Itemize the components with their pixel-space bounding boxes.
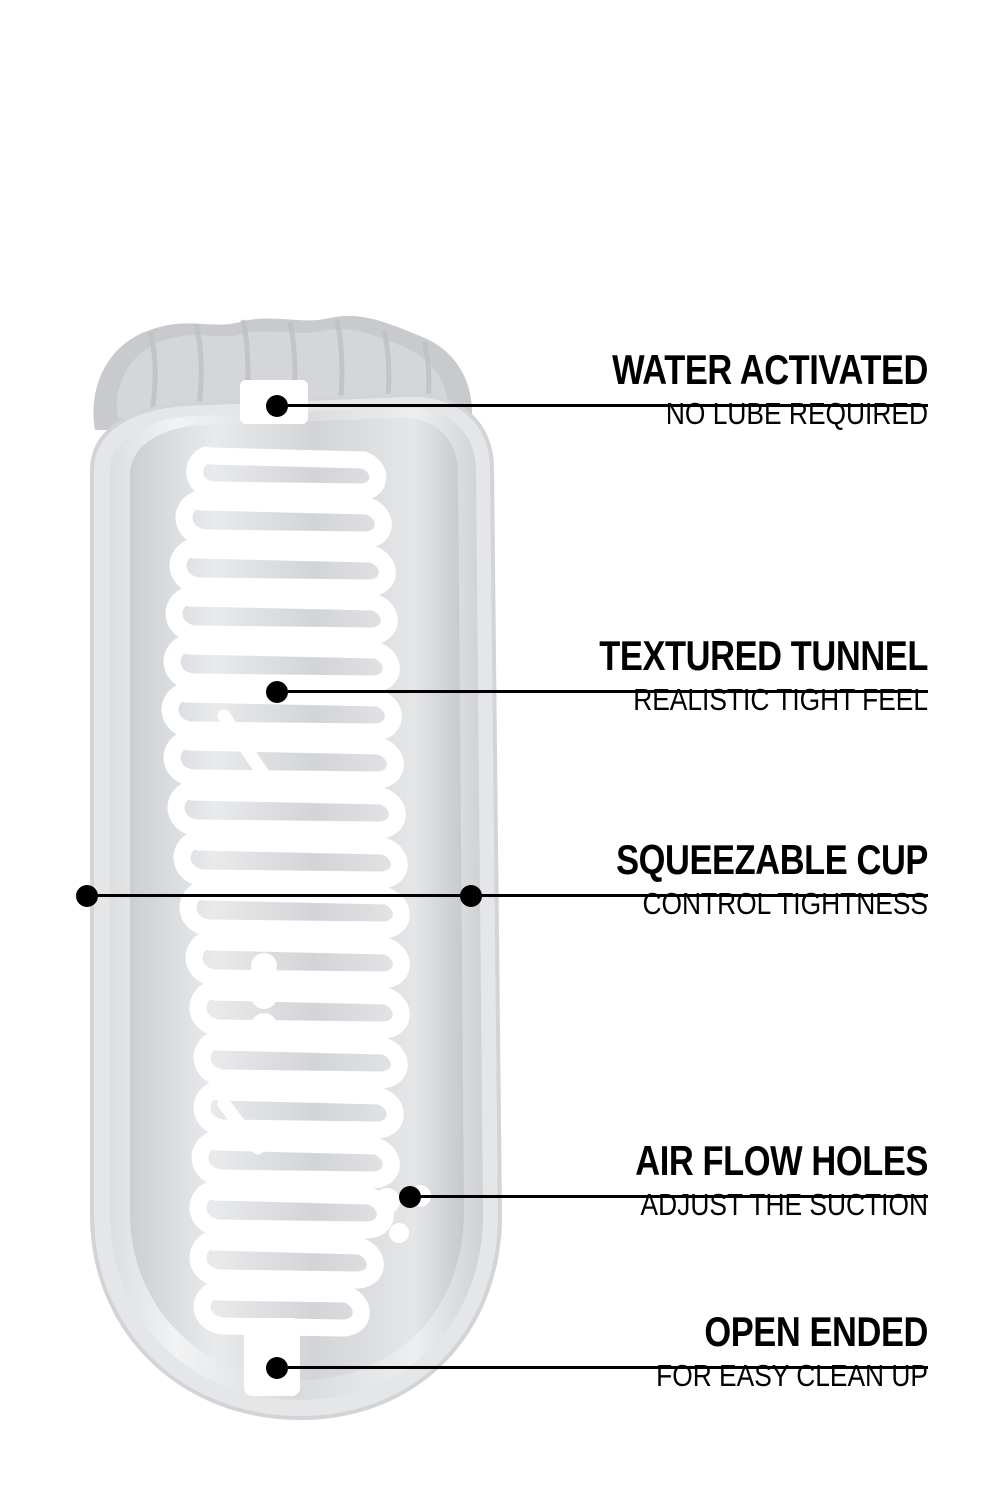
- leader-dot-open-ended: [266, 1357, 288, 1379]
- tunnel-texture: [170, 455, 401, 1328]
- callout-text-textured-tunnel: [428, 634, 928, 718]
- callout-title-squeezable-cup: SQUEEZABLE CUP: [616, 836, 928, 883]
- callout-subtitle-water-activated: NO LUBE REQUIRED: [665, 396, 928, 431]
- leader-dot-water-activated: [266, 395, 288, 417]
- callout-title-air-flow-holes: AIR FLOW HOLES: [635, 1137, 928, 1184]
- callout-text-water-activated: [428, 348, 928, 432]
- callout-subtitle-air-flow-holes: ADJUST THE SUCTION: [640, 1187, 928, 1222]
- callout-subtitle-textured-tunnel: REALISTIC TIGHT FEEL: [633, 682, 928, 717]
- callout-subtitle-squeezable-cup: CONTROL TIGHTNESS: [642, 886, 928, 921]
- callout-subtitle-open-ended: FOR EASY CLEAN UP: [656, 1358, 928, 1393]
- callout-text-open-ended: [428, 1310, 928, 1394]
- callout-title-water-activated: WATER ACTIVATED: [612, 346, 928, 393]
- leader-dot-squeezable-cup-left: [76, 885, 98, 907]
- leader-dot-textured-tunnel: [266, 681, 288, 703]
- callout-title-textured-tunnel: TEXTURED TUNNEL: [599, 632, 928, 679]
- callout-title-open-ended: OPEN ENDED: [704, 1308, 928, 1355]
- leader-dot-air-flow-holes: [399, 1186, 421, 1208]
- callout-text-air-flow-holes: [428, 1139, 928, 1223]
- callout-text-squeezable-cup: [428, 838, 928, 922]
